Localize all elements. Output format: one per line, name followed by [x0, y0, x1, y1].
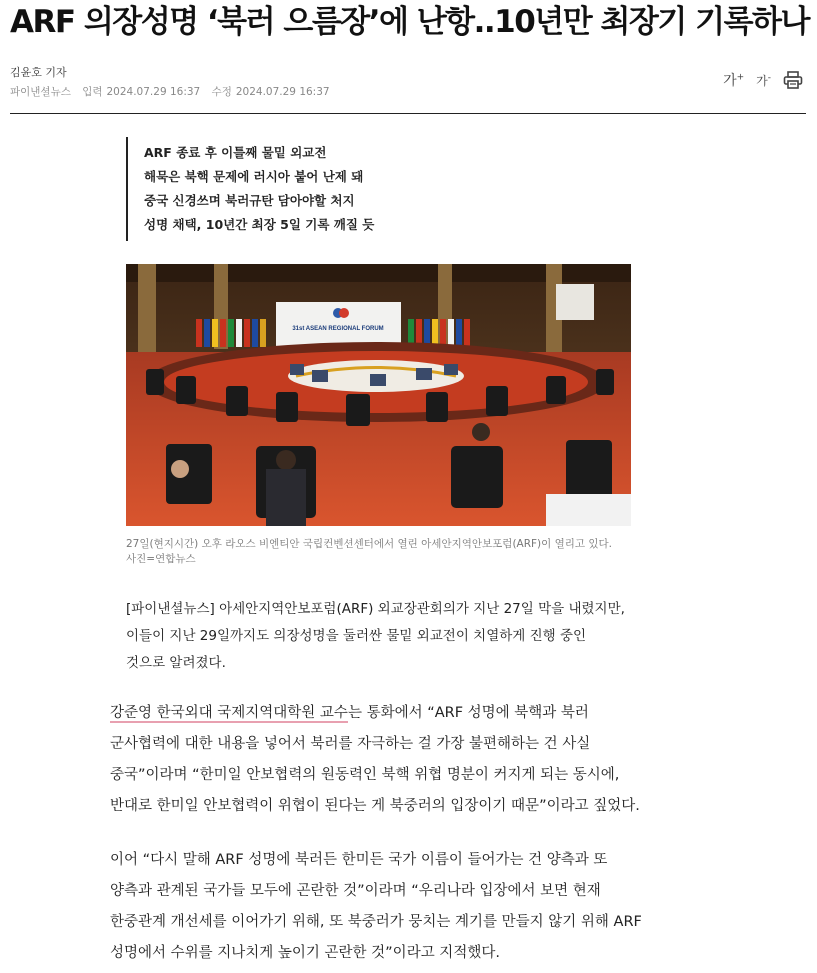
- header-divider: [10, 113, 806, 114]
- para-line: 이어 “다시 말해 ARF 성명에 북러든 한미든 국가 이름이 들어가는 건 양측과 또: [110, 852, 608, 868]
- summary-line: ARF 종료 후 이틀째 물밑 외교전: [144, 145, 327, 160]
- source-name: 파이낸셜뉴스: [10, 86, 71, 98]
- banner-title: 31st ASEAN REGIONAL FORUM: [292, 326, 384, 332]
- edit-time: 2024.07.29 16:37: [235, 86, 330, 98]
- reporter[interactable]: 김윤호 기자: [10, 66, 67, 79]
- print-button[interactable]: [783, 71, 803, 89]
- summary-line: 중국 신경쓰며 북러규탄 담아야할 처지: [144, 193, 355, 208]
- lead-line: 것으로 알려졌다.: [126, 655, 226, 671]
- font-size-up-button[interactable]: 가+: [723, 72, 745, 89]
- para-text: 는 통화에서 “ARF 성명에 북핵과 북러: [347, 705, 589, 721]
- input-time: 2024.07.29 16:37: [106, 86, 201, 98]
- caption-text: 27일(현지시간) 오후 라오스 비엔티안 국립컨벤션센터에서 열린 아세안지역안보포럼(ARF)이 열리고 있다.: [126, 538, 613, 550]
- para-line: 양측과 관계된 국가들 모두에 곤란한 것”이라며 “우리나라 입장에서 보면 현재: [110, 883, 601, 899]
- input-label: 입력: [82, 86, 103, 98]
- highlighted-source[interactable]: 강준영 한국외대 국제지역대학원 교수: [110, 705, 348, 721]
- summary-line: 해묵은 북핵 문제에 러시아 붙어 난제 돼: [144, 169, 364, 184]
- article-paragraph-1: [110, 698, 690, 822]
- conference-hall-image: [126, 264, 631, 526]
- article-lead: [126, 596, 646, 677]
- summary-line: 성명 채택, 10년간 최장 5일 기록 깨질 듯: [144, 217, 375, 232]
- article-meta: [10, 84, 338, 99]
- caption-credit: 사진=연합뉴스: [126, 553, 196, 565]
- article-summary: [126, 137, 374, 241]
- photo-caption: [126, 537, 646, 567]
- article-paragraph-2: [110, 845, 690, 969]
- article-photo[interactable]: [126, 264, 631, 526]
- print-icon: [783, 71, 803, 89]
- lead-line: 이들이 지난 29일까지도 의장성명을 둘러싼 물밑 외교전이 치열하게 진행 중인: [126, 628, 587, 644]
- font-size-down-button[interactable]: 가-: [756, 72, 771, 88]
- para-line: 한중관계 개선세를 이어가기 위해, 또 북중러가 뭉치는 계기를 만들지 않기 위해 ARF: [110, 914, 642, 930]
- headline: ARF 의장성명 ‘북러 으름장’에 난항..10년만 최장기 기록하나: [10, 4, 809, 40]
- para-line: 성명에서 수위를 지나치게 높이기 곤란한 것”이라고 지적했다.: [110, 945, 500, 961]
- edit-label: 수정: [211, 86, 232, 98]
- lead-line: [파이낸셜뉴스] 아세안지역안보포럼(ARF) 외교장관회의가 지난 27일 막을 내렸지만,: [126, 601, 625, 617]
- para-line: 반대로 한미일 안보협력이 위협이 된다는 게 북중러의 입장이기 때문”이라고 짚었다.: [110, 798, 640, 814]
- para-line: 군사협력에 대한 내용을 넣어서 북러를 자극하는 걸 가장 불편해하는 건 사실: [110, 736, 591, 752]
- para-line: 중국”이라며 “한미일 안보협력의 원동력인 북핵 위협 명분이 커지게 되는 동시에,: [110, 767, 620, 783]
- article-tools: [723, 70, 803, 90]
